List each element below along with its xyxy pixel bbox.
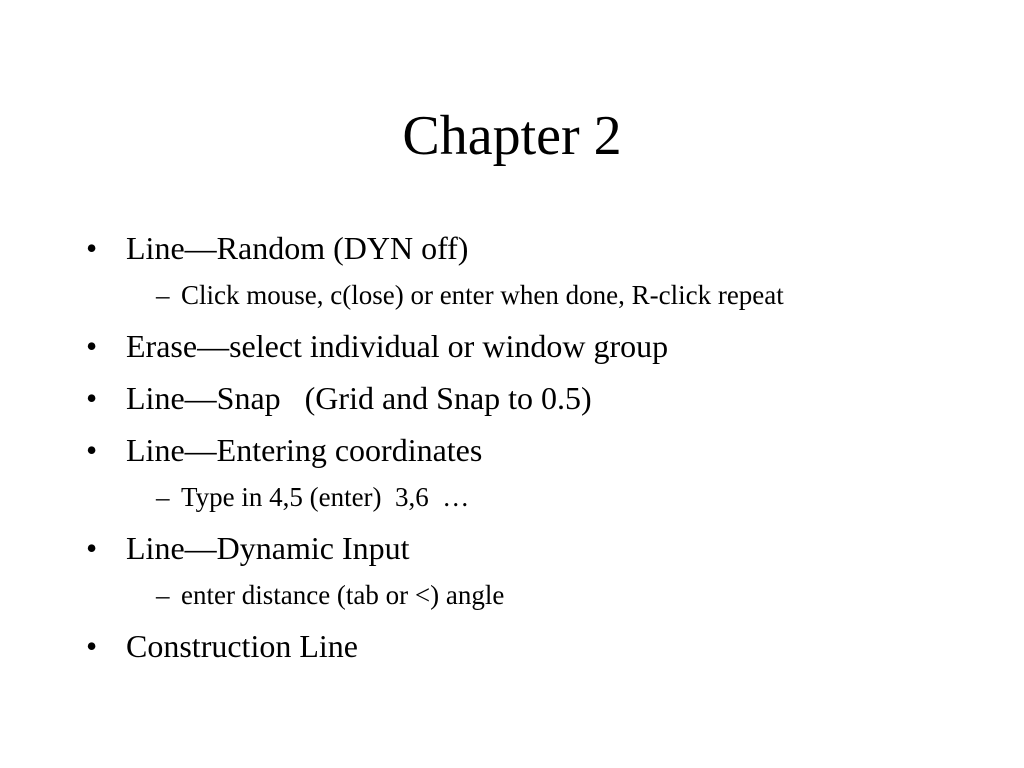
bullet-text: Line—Random (DYN off) <box>126 230 469 266</box>
sub-bullet-marker: – <box>156 580 170 610</box>
bullet-list <box>86 222 986 672</box>
sub-bullet-text: Type in 4,5 (enter) 3,6 … <box>181 482 470 512</box>
bullet-item <box>86 222 986 320</box>
sub-list <box>126 270 986 320</box>
bullet-text: Line—Entering coordinates <box>126 432 483 468</box>
bullet-text: Line—Dynamic Input <box>126 530 410 566</box>
bullet-marker: • <box>86 230 98 266</box>
bullet-item <box>86 424 986 522</box>
bullet-item <box>86 320 986 372</box>
sub-bullet-text: Click mouse, c(lose) or enter when done, R-click repeat <box>181 280 784 310</box>
sub-bullet-marker: – <box>156 482 170 512</box>
bullet-marker: • <box>86 628 98 664</box>
sub-list <box>126 570 986 620</box>
sub-bullet-marker: – <box>156 280 170 310</box>
sub-bullet-text: enter distance (tab or <) angle <box>181 580 505 610</box>
bullet-marker: • <box>86 432 98 468</box>
bullet-marker: • <box>86 530 98 566</box>
bullet-item <box>86 372 986 424</box>
bullet-item <box>86 522 986 620</box>
sub-bullet-item <box>136 270 986 320</box>
bullet-text: Erase—select individual or window group <box>126 328 669 364</box>
bullet-marker: • <box>86 380 98 416</box>
bullet-marker: • <box>86 328 98 364</box>
sub-list <box>126 472 986 522</box>
bullet-item <box>86 620 986 672</box>
slide-title: Chapter 2 <box>402 105 622 167</box>
bullet-text: Construction Line <box>126 628 358 664</box>
sub-bullet-item <box>136 570 986 620</box>
bullet-text: Line—Snap (Grid and Snap to 0.5) <box>126 380 592 416</box>
sub-bullet-item <box>136 472 986 522</box>
